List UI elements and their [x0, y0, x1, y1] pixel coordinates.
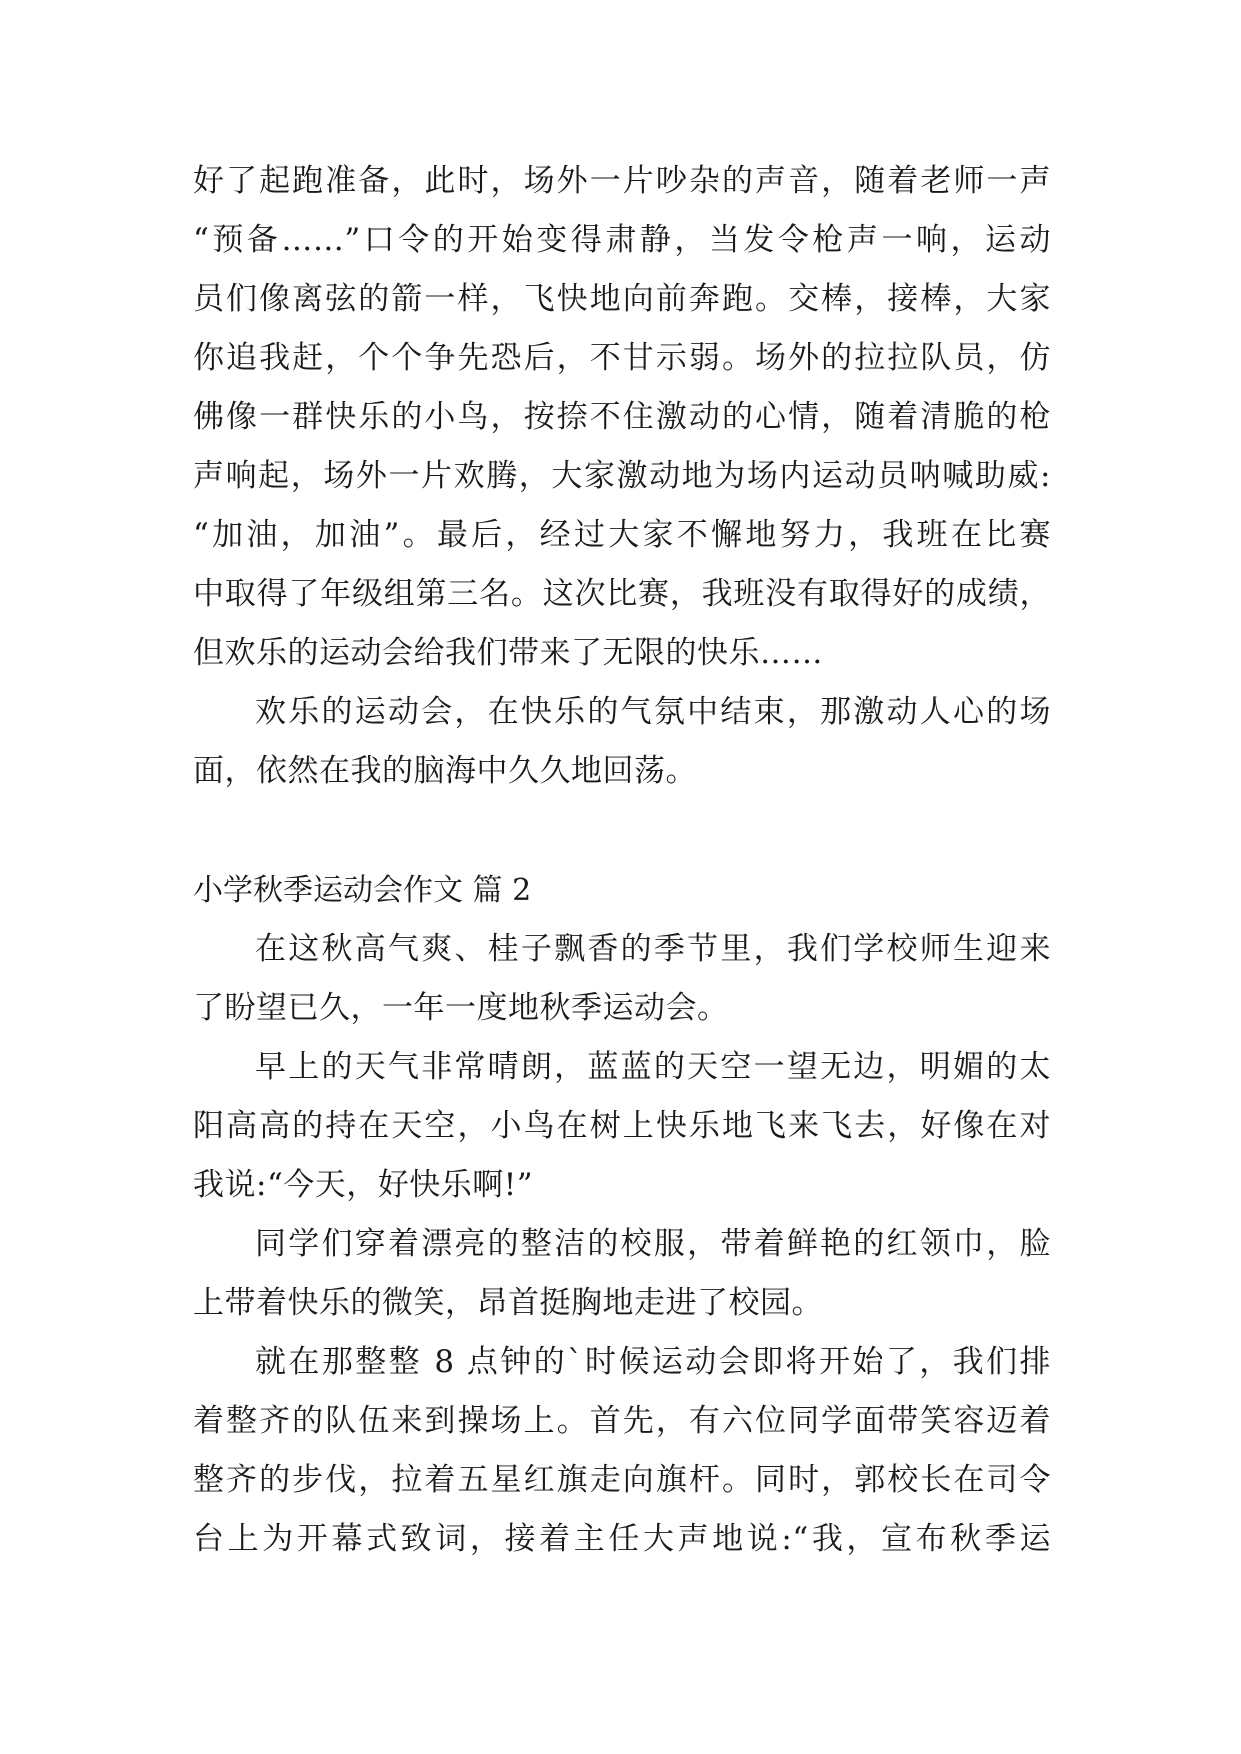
- text-line: 但欢乐的运动会给我们带来了无限的快乐……: [193, 635, 823, 671]
- text-line: 整齐的步伐，拉着五星红旗走向旗杆。同时，郭校长在司令: [193, 1462, 1051, 1498]
- paragraph: [193, 920, 1051, 1038]
- text-line: 着整齐的队伍来到操场上。首先，有六位同学面带笑容迈着: [193, 1403, 1051, 1439]
- text-line: 佛像一群快乐的小鸟，按捺不住激动的心情，随着清脆的枪: [193, 399, 1051, 435]
- paragraph: [193, 1038, 1051, 1215]
- text-line: 早上的天气非常晴朗，蓝蓝的天空一望无边，明媚的太: [255, 1049, 1051, 1085]
- text-line: 我说:“今天，好快乐啊!”: [193, 1167, 534, 1203]
- document-body: [193, 152, 1051, 1569]
- section-title: 小学秋季运动会作文 篇 2: [193, 873, 532, 908]
- paragraph: [193, 683, 1051, 801]
- text-line: 同学们穿着漂亮的整洁的校服，带着鲜艳的红领巾，脸: [255, 1226, 1051, 1262]
- text-line: 声响起，场外一片欢腾，大家激动地为场内运动员呐喊助威:: [193, 458, 1051, 494]
- paragraph: [193, 152, 1051, 683]
- text-line: “预备……”口令的开始变得肃静，当发令枪声一响，运动: [193, 222, 1051, 258]
- paragraph: [193, 1333, 1051, 1569]
- text-line: 阳高高的持在天空，小鸟在树上快乐地飞来飞去，好像在对: [193, 1108, 1051, 1144]
- text-line: 欢乐的运动会，在快乐的气氛中结束，那激动人心的场: [255, 694, 1051, 730]
- text-line: 就在那整整 8 点钟的`时候运动会即将开始了，我们排: [255, 1344, 1051, 1380]
- text-line: 好了起跑准备，此时，场外一片吵杂的声音，随着老师一声: [193, 163, 1051, 199]
- text-line: 在这秋高气爽、桂子飘香的季节里，我们学校师生迎来: [255, 931, 1051, 967]
- text-line: 台上为开幕式致词，接着主任大声地说:“我，宣布秋季运: [193, 1521, 1051, 1557]
- text-line: 你追我赶，个个争先恐后，不甘示弱。场外的拉拉队员，仿: [193, 340, 1051, 376]
- text-line: 上带着快乐的微笑，昂首挺胸地走进了校园。: [193, 1285, 823, 1321]
- text-line: 了盼望已久，一年一度地秋季运动会。: [193, 990, 729, 1026]
- paragraph: [193, 1215, 1051, 1333]
- text-line: 员们像离弦的箭一样，飞快地向前奔跑。交棒，接棒，大家: [193, 281, 1051, 317]
- text-line: 面，依然在我的脑海中久久地回荡。: [193, 753, 697, 789]
- text-line: 中取得了年级组第三名。这次比赛，我班没有取得好的成绩，: [193, 576, 1051, 612]
- text-line: “加油，加油”。最后，经过大家不懈地努力，我班在比赛: [193, 517, 1051, 553]
